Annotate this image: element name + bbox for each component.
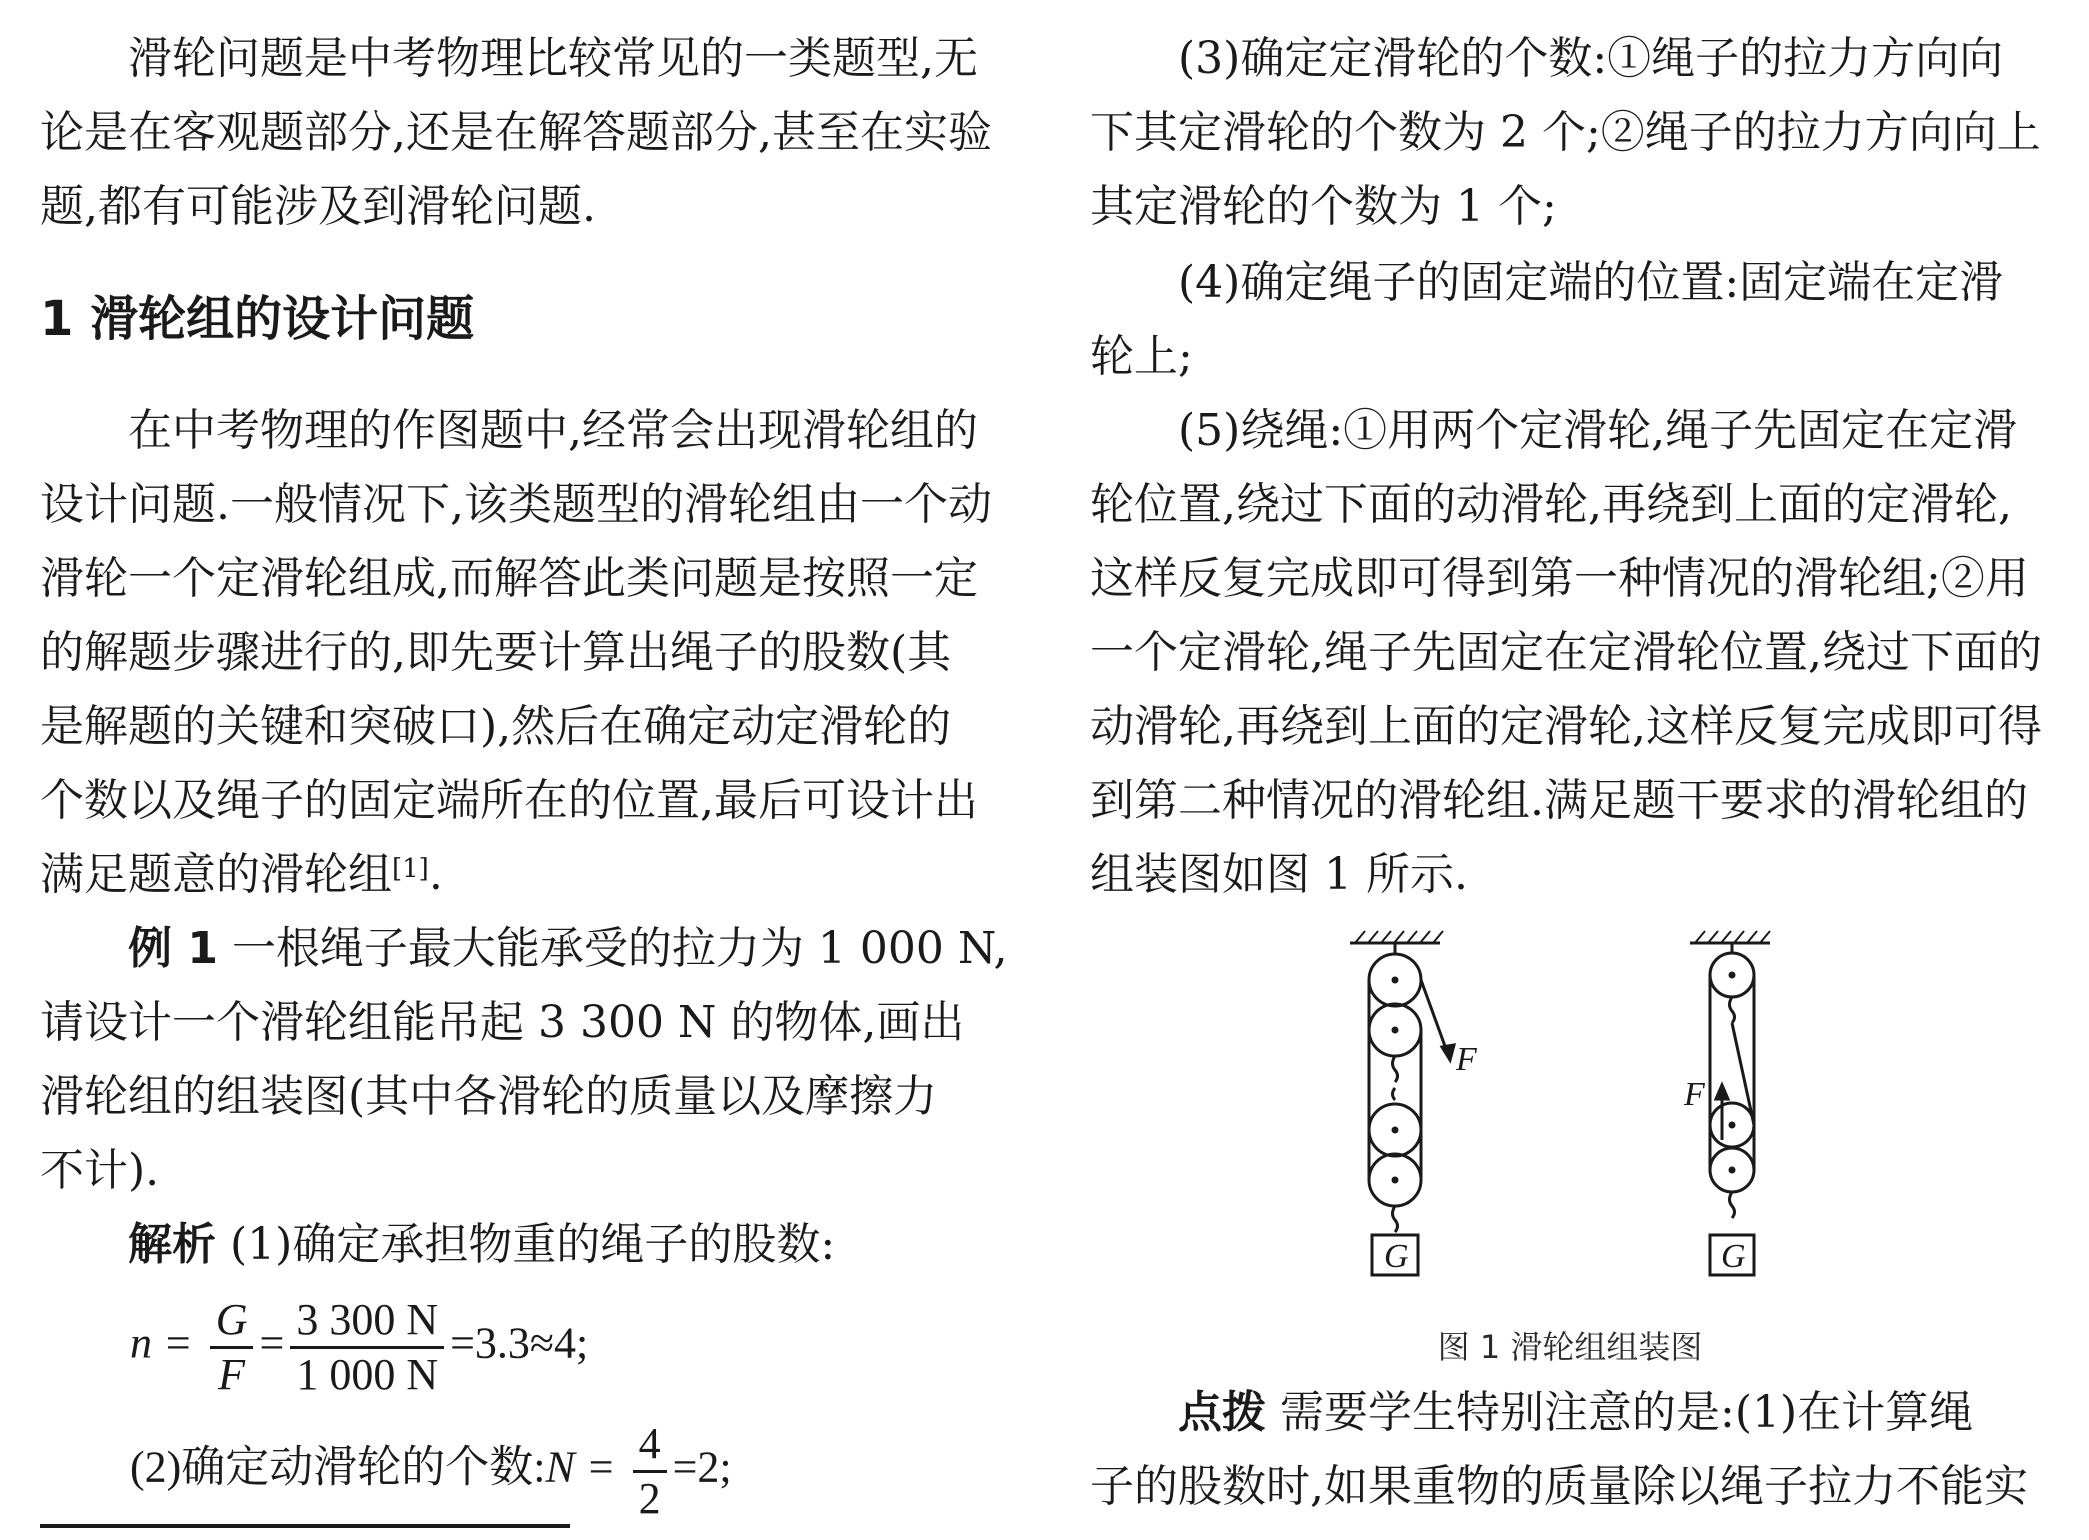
text-line: 设计问题.一般情况下,该类题型的滑轮组由一个动 xyxy=(40,479,992,530)
equation-movable-count xyxy=(130,1420,732,1523)
text-line: 是解题的关键和突破口),然后在确定动定滑轮的 xyxy=(40,701,952,752)
text-fragment: 一根绳子最大能承受的拉力为 1 000 N, xyxy=(231,923,1008,974)
text-line: 请设计一个滑轮组能吊起 3 300 N 的物体,画出 xyxy=(40,997,965,1048)
tip-paragraph xyxy=(1090,1376,2050,1524)
step-text: (2)确定动滑轮的个数: xyxy=(130,1442,546,1492)
design-paragraph xyxy=(40,394,1005,912)
fraction-numerator: 3 300 N xyxy=(290,1296,444,1349)
text-line: 题,都有可能涉及到滑轮问题. xyxy=(40,181,596,232)
text-line: 轮上; xyxy=(1090,331,1193,382)
eq-result: =2; xyxy=(672,1442,732,1492)
hook xyxy=(1393,1206,1398,1232)
weight-label: G xyxy=(1721,1238,1746,1275)
force-label: F xyxy=(1456,1041,1477,1078)
ceiling-hatch xyxy=(1355,931,1443,943)
force-label: F xyxy=(1684,1076,1705,1113)
pulley-figure xyxy=(1300,925,1820,1295)
text-line: 滑轮组的组装图(其中各滑轮的质量以及摩擦力 xyxy=(40,1071,938,1122)
fraction-numerator: 4 xyxy=(633,1420,667,1473)
text-line: 滑轮问题是中考物理比较常见的一类题型,无 xyxy=(128,33,978,84)
eq-result: =3.3≈4; xyxy=(450,1318,589,1368)
text-line: (5)绕绳:①用两个定滑轮,绳子先固定在定滑 xyxy=(1178,405,2018,456)
text-line: 不计). xyxy=(40,1145,160,1196)
text-line: (3)确定定滑轮的个数:①绳子的拉力方向向 xyxy=(1178,33,2004,84)
hook xyxy=(1730,1192,1735,1218)
text-line xyxy=(40,1208,1005,1282)
text-line: 动滑轮,再绕到上面的定滑轮,这样反复完成即可得 xyxy=(1090,701,2042,752)
text-line: 轮位置,绕过下面的动滑轮,再绕到上面的定滑轮, xyxy=(1090,479,2012,530)
example-paragraph xyxy=(40,912,1008,1208)
eq-lhs: n = xyxy=(130,1318,193,1368)
text-line: 子的股数时,如果重物的质量除以绳子拉力不能实 xyxy=(1090,1461,2028,1512)
text-line: 到第二种情况的滑轮组.满足题干要求的滑轮组的 xyxy=(1090,775,2028,826)
step3-paragraph xyxy=(1090,22,2050,244)
footnote-rule xyxy=(40,1524,570,1528)
fraction-numerator: G xyxy=(210,1296,254,1349)
text-line: 论是在客观题部分,还是在解答题部分,甚至在实验 xyxy=(40,107,992,158)
rope xyxy=(1732,1023,1754,1125)
text-line: 一个定滑轮,绳子先固定在定滑轮位置,绕过下面的 xyxy=(1090,627,2042,678)
citation-ref: [1] xyxy=(392,854,429,884)
text-line: 在中考物理的作图题中,经常会出现滑轮组的 xyxy=(128,405,978,456)
text-line: 个数以及绳子的固定端所在的位置,最后可设计出 xyxy=(40,775,978,826)
hook xyxy=(1393,1056,1398,1082)
fraction-denominator: 2 xyxy=(638,1474,661,1523)
text-line: 下其定滑轮的个数为 2 个;②绳子的拉力方向向上 xyxy=(1090,107,2041,158)
hook xyxy=(1730,997,1735,1023)
text-line: 这样反复完成即可得到第一种情况的滑轮组;②用 xyxy=(1090,553,2029,604)
fraction-denominator: F xyxy=(218,1350,246,1399)
text-line: 其定滑轮的个数为 1 个; xyxy=(1090,181,1557,232)
text-line xyxy=(40,838,1005,912)
text-line: 的解题步骤进行的,即先要计算出绳子的股数(其 xyxy=(40,627,952,678)
text-fragment: 满足题意的滑轮组 xyxy=(40,849,392,900)
eq-sign: = xyxy=(259,1318,285,1368)
force-arrow xyxy=(1716,1085,1728,1099)
intro-paragraph xyxy=(40,22,1005,244)
ceiling-hatch xyxy=(1695,931,1770,943)
weight-label: G xyxy=(1384,1238,1409,1275)
pulley-system-left xyxy=(1350,931,1454,1275)
example-label: 例 1 xyxy=(128,923,218,974)
text-line xyxy=(40,912,1008,986)
step5-paragraph xyxy=(1090,394,2050,912)
hook xyxy=(1393,1088,1396,1100)
figure-caption: 图 1 滑轮组组装图 xyxy=(1437,1328,1703,1366)
section-heading: 1 滑轮组的设计问题 xyxy=(40,291,475,347)
analysis-paragraph xyxy=(40,1208,1005,1282)
text-line xyxy=(1090,1376,2050,1450)
text-fragment: 需要学生特别注意的是:(1)在计算绳 xyxy=(1280,1387,1974,1438)
text-line: 组装图如图 1 所示. xyxy=(1090,849,1468,900)
force-arrow xyxy=(1442,1045,1454,1060)
fraction-denominator: 1 000 N xyxy=(296,1350,439,1399)
equation-strand-count xyxy=(130,1296,588,1399)
eq-lhs: N = xyxy=(545,1442,616,1492)
fraction xyxy=(210,1296,254,1399)
step4-paragraph xyxy=(1090,246,2050,394)
text-fragment: . xyxy=(428,849,443,900)
fraction xyxy=(290,1296,444,1399)
text-line: (4)确定绳子的固定端的位置:固定端在定滑 xyxy=(1178,257,2004,308)
tip-label: 点拨 xyxy=(1178,1387,1266,1438)
text-line: 滑轮一个定滑轮组成,而解答此类问题是按照一定 xyxy=(40,553,978,604)
fraction xyxy=(633,1420,667,1523)
text-fragment: (1)确定承担物重的绳子的股数: xyxy=(230,1219,836,1270)
analysis-label: 解析 xyxy=(128,1219,216,1270)
